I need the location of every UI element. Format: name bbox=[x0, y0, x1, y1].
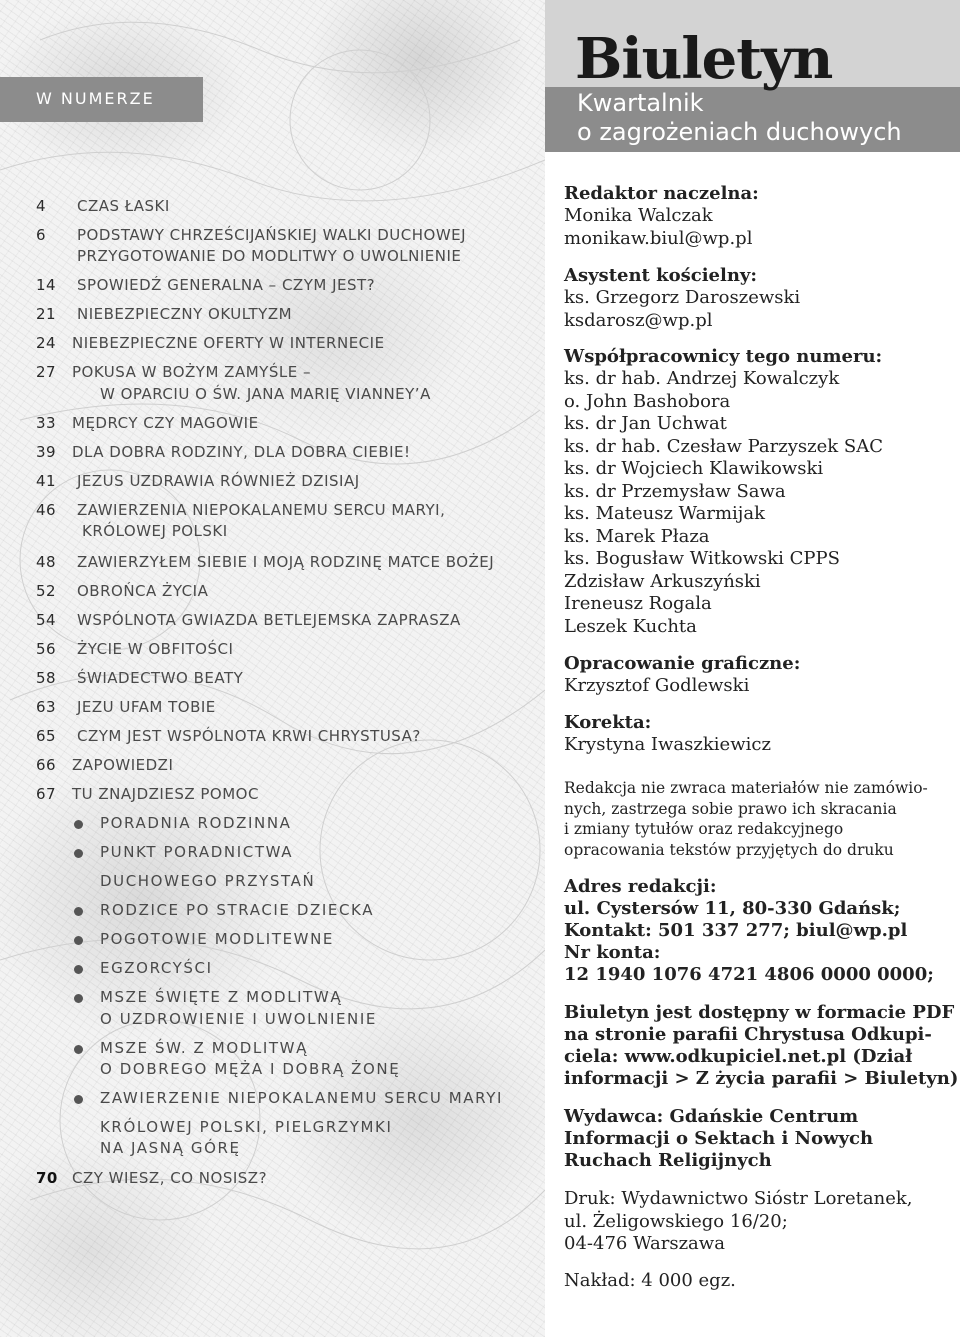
contributor-name: Ireneusz Rogala bbox=[564, 593, 712, 614]
toc-page-number: 39 bbox=[36, 443, 57, 461]
contributor-name: ks. dr hab. Czesław Parzyszek SAC bbox=[564, 435, 883, 457]
toc-title: ZAWIERZYŁEM SIEBIE I MOJĄ RODZINĘ MATCE BOŻEJ bbox=[77, 553, 495, 571]
toc-page-number: 21 bbox=[36, 305, 57, 323]
contributor-name: o. John Bashobora bbox=[564, 390, 731, 412]
toc-title: ZAPOWIEDZI bbox=[72, 756, 174, 774]
publication-subtitle-line-2: o zagrożeniach duchowych bbox=[577, 118, 902, 146]
help-item-label: POGOTOWIE MODLITEWNE bbox=[100, 930, 335, 948]
toc-page-number: 4 bbox=[36, 197, 47, 215]
bullet-icon bbox=[74, 1095, 83, 1104]
assistant-label: Asystent kościelny: bbox=[564, 265, 758, 286]
toc-page-number: 33 bbox=[36, 414, 57, 432]
toc-title: NIEBEZPIECZNY OKULTYZM bbox=[77, 305, 293, 323]
toc-page-number: 66 bbox=[36, 756, 57, 774]
help-item-label: KRÓLOWEJ POLSKI, PIELGRZYMKI bbox=[100, 1118, 393, 1136]
disclaimer-line: i zmiany tytułów oraz redakcyjnego bbox=[564, 820, 844, 838]
contributor-name: ks. dr hab. Andrzej Kowalczyk bbox=[564, 368, 840, 389]
bullet-icon bbox=[74, 1045, 83, 1054]
toc-title: CZYM JEST WSPÓLNOTA KRWI CHRYSTUSA? bbox=[77, 727, 421, 745]
toc-title: JEZU UFAM TOBIE bbox=[77, 698, 216, 716]
help-item-label: ZAWIERZENIE NIEPOKALANEMU SERCU MARYI bbox=[100, 1089, 504, 1107]
toc-title: ŚWIADECTWO BEATY bbox=[77, 669, 244, 687]
contributor-name: ks. dr Jan Uchwat bbox=[564, 413, 727, 434]
contributor-name: ks. Mateusz Warmijak bbox=[564, 503, 765, 524]
print-section bbox=[564, 1188, 954, 1256]
help-item-label: MSZE ŚWIĘTE Z MODLITWĄ bbox=[100, 988, 343, 1006]
toc-title: SPOWIEDŹ GENERALNA – CZYM JEST? bbox=[77, 276, 376, 294]
contributor-name: Leszek Kuchta bbox=[564, 615, 697, 637]
toc-page-number: 48 bbox=[36, 553, 57, 571]
pdf-info-line: na stronie parafii Chrystusa Odkupi- bbox=[564, 1024, 932, 1045]
disclaimer-text bbox=[564, 778, 954, 860]
bullet-icon bbox=[74, 965, 83, 974]
toc-title: MĘDRCY CZY MAGOWIE bbox=[72, 414, 259, 432]
assistant-name: ks. Grzegorz Daroszewski bbox=[564, 287, 801, 308]
bullet-icon bbox=[74, 936, 83, 945]
contributor-name: ks. dr Przemysław Sawa bbox=[564, 480, 786, 502]
toc-page-number: 63 bbox=[36, 698, 57, 716]
print-line: Druk: Wydawnictwo Sióstr Loretanek, bbox=[564, 1188, 913, 1209]
toc-title: CZY WIESZ, CO NOSISZ? bbox=[72, 1169, 268, 1187]
toc-title: POKUSA W BOŻYM ZAMYŚLE – bbox=[72, 363, 311, 381]
graphics-section bbox=[564, 653, 954, 698]
help-item-label: O UZDROWIENIE I UWOLNIENIE bbox=[100, 1010, 377, 1028]
pdf-info-line: Biuletyn jest dostępny w formacie PDF bbox=[564, 1002, 955, 1023]
publisher-line: Ruchach Religijnych bbox=[564, 1150, 772, 1171]
publisher-line: Wydawca: Gdańskie Centrum bbox=[564, 1106, 859, 1127]
toc-page-number: 14 bbox=[36, 276, 57, 294]
disclaimer-line: Redakcja nie zwraca materiałów nie zamówio- bbox=[564, 779, 928, 797]
toc-title: PODSTAWY CHRZEŚCIJAŃSKIEJ WALKI DUCHOWEJ bbox=[77, 226, 467, 244]
editor-section bbox=[564, 183, 954, 250]
publisher-section bbox=[564, 1106, 954, 1172]
graphics-label: Opracowanie graficzne: bbox=[564, 653, 801, 674]
section-header-label: W NUMERZE bbox=[36, 89, 155, 108]
address-line: 12 1940 1076 4721 4806 0000 0000; bbox=[564, 964, 934, 985]
toc-title: TU ZNAJDZIESZ POMOC bbox=[72, 785, 259, 803]
pdf-info-line[interactable]: ciela: www.odkupiciel.net.pl (Dział bbox=[564, 1046, 913, 1067]
toc-title: WSPÓLNOTA GWIAZDA BETLEJEMSKA ZAPRASZA bbox=[77, 611, 461, 629]
address-section bbox=[564, 876, 954, 986]
proofreading-name: Krystyna Iwaszkiewicz bbox=[564, 734, 771, 755]
help-item-label: MSZE ŚW. Z MODLITWĄ bbox=[100, 1039, 308, 1057]
toc-title: KRÓLOWEJ POLSKI bbox=[82, 522, 228, 540]
assistant-section bbox=[564, 265, 954, 332]
toc-page-number: 24 bbox=[36, 334, 57, 352]
disclaimer-line: nych, zastrzega sobie prawo ich skracania bbox=[564, 799, 897, 818]
toc-page-number: 52 bbox=[36, 582, 57, 600]
proofreading-section bbox=[564, 712, 954, 757]
toc-page-number: 41 bbox=[36, 472, 57, 490]
contributor-name: ks. Marek Płaza bbox=[564, 525, 710, 547]
toc-page-number: 67 bbox=[36, 785, 57, 803]
toc-page-number: 56 bbox=[36, 640, 57, 658]
toc-page-number: 58 bbox=[36, 669, 57, 687]
address-line: Nr konta: bbox=[564, 942, 661, 963]
toc-page-number: 65 bbox=[36, 727, 57, 745]
publisher-line: Informacji o Sektach i Nowych bbox=[564, 1128, 874, 1149]
disclaimer-line: opracowania tekstów przyjętych do druku bbox=[564, 840, 894, 859]
circulation: Nakład: 4 000 egz. bbox=[564, 1270, 736, 1291]
toc-page-number: 70 bbox=[36, 1169, 58, 1187]
print-line: 04-476 Warszawa bbox=[564, 1233, 725, 1254]
contributors-label: Współpracownicy tego numeru: bbox=[564, 346, 883, 367]
graphics-name: Krzysztof Godlewski bbox=[564, 675, 750, 696]
bullet-icon bbox=[74, 849, 83, 858]
help-item-label: DUCHOWEGO PRZYSTAŃ bbox=[100, 872, 316, 890]
contributor-name: ks. dr Wojciech Klawikowski bbox=[564, 458, 824, 479]
publication-title: Biuletyn bbox=[575, 26, 833, 92]
bullet-icon bbox=[74, 820, 83, 829]
help-item-label: PORADNIA RODZINNA bbox=[100, 814, 292, 832]
proofreading-label: Korekta: bbox=[564, 712, 652, 733]
print-line: ul. Żeligowskiego 16/20; bbox=[564, 1210, 788, 1232]
toc-title: OBROŃCA ŻYCIA bbox=[77, 582, 209, 600]
address-line: Adres redakcji: bbox=[564, 876, 717, 897]
help-item-label: NA JASNĄ GÓRĘ bbox=[100, 1139, 241, 1157]
bullet-icon bbox=[74, 994, 83, 1003]
help-item-label: PUNKT PORADNICTWA bbox=[100, 843, 294, 861]
bullet-icon bbox=[74, 907, 83, 916]
pdf-info-section bbox=[564, 1002, 959, 1090]
toc-title: NIEBEZPIECZNE OFERTY W INTERNECIE bbox=[72, 334, 385, 352]
toc-title: JEZUS UZDRAWIA RÓWNIEŻ DZISIAJ bbox=[77, 472, 360, 490]
publication-subtitle: Kwartalnik bbox=[577, 89, 704, 117]
toc-page-number: 6 bbox=[36, 226, 47, 244]
toc-title: ŻYCIE W OBFITOŚCI bbox=[77, 640, 234, 658]
editor-email[interactable]: monikaw.biul@wp.pl bbox=[564, 227, 753, 249]
toc-page-number: 54 bbox=[36, 611, 57, 629]
help-item-label: O DOBREGO MĘŻA I DOBRĄ ŻONĘ bbox=[100, 1060, 401, 1078]
toc-page-number: 46 bbox=[36, 501, 57, 519]
address-line: ul. Cystersów 11, 80-330 Gdańsk; bbox=[564, 898, 901, 919]
toc-title: CZAS ŁASKI bbox=[77, 197, 170, 215]
address-line: Kontakt: 501 337 277; biul@wp.pl bbox=[564, 920, 908, 941]
toc-title: ZAWIERZENIA NIEPOKALANEMU SERCU MARYI, bbox=[77, 501, 446, 519]
assistant-email[interactable]: ksdarosz@wp.pl bbox=[564, 309, 713, 331]
toc-page-number: 27 bbox=[36, 363, 57, 381]
contributor-name: Zdzisław Arkuszyński bbox=[564, 570, 761, 592]
toc-title: DLA DOBRA RODZINY, DLA DOBRA CIEBIE! bbox=[72, 443, 411, 461]
contributor-name: ks. Bogusław Witkowski CPPS bbox=[564, 548, 840, 569]
toc-title: PRZYGOTOWANIE DO MODLITWY O UWOLNIENIE bbox=[77, 247, 462, 265]
editor-label: Redaktor naczelna: bbox=[564, 183, 759, 204]
editor-name: Monika Walczak bbox=[564, 205, 713, 226]
toc-title: W OPARCIU O ŚW. JANA MARIĘ VIANNEY’A bbox=[100, 385, 431, 403]
help-item-label: EGZORCYŚCI bbox=[100, 959, 213, 977]
contributors-section bbox=[564, 346, 954, 638]
pdf-info-line: informacji > Z życia parafii > Biuletyn) bbox=[564, 1068, 959, 1089]
help-item-label: RODZICE PO STRACIE DZIECKA bbox=[100, 901, 375, 919]
